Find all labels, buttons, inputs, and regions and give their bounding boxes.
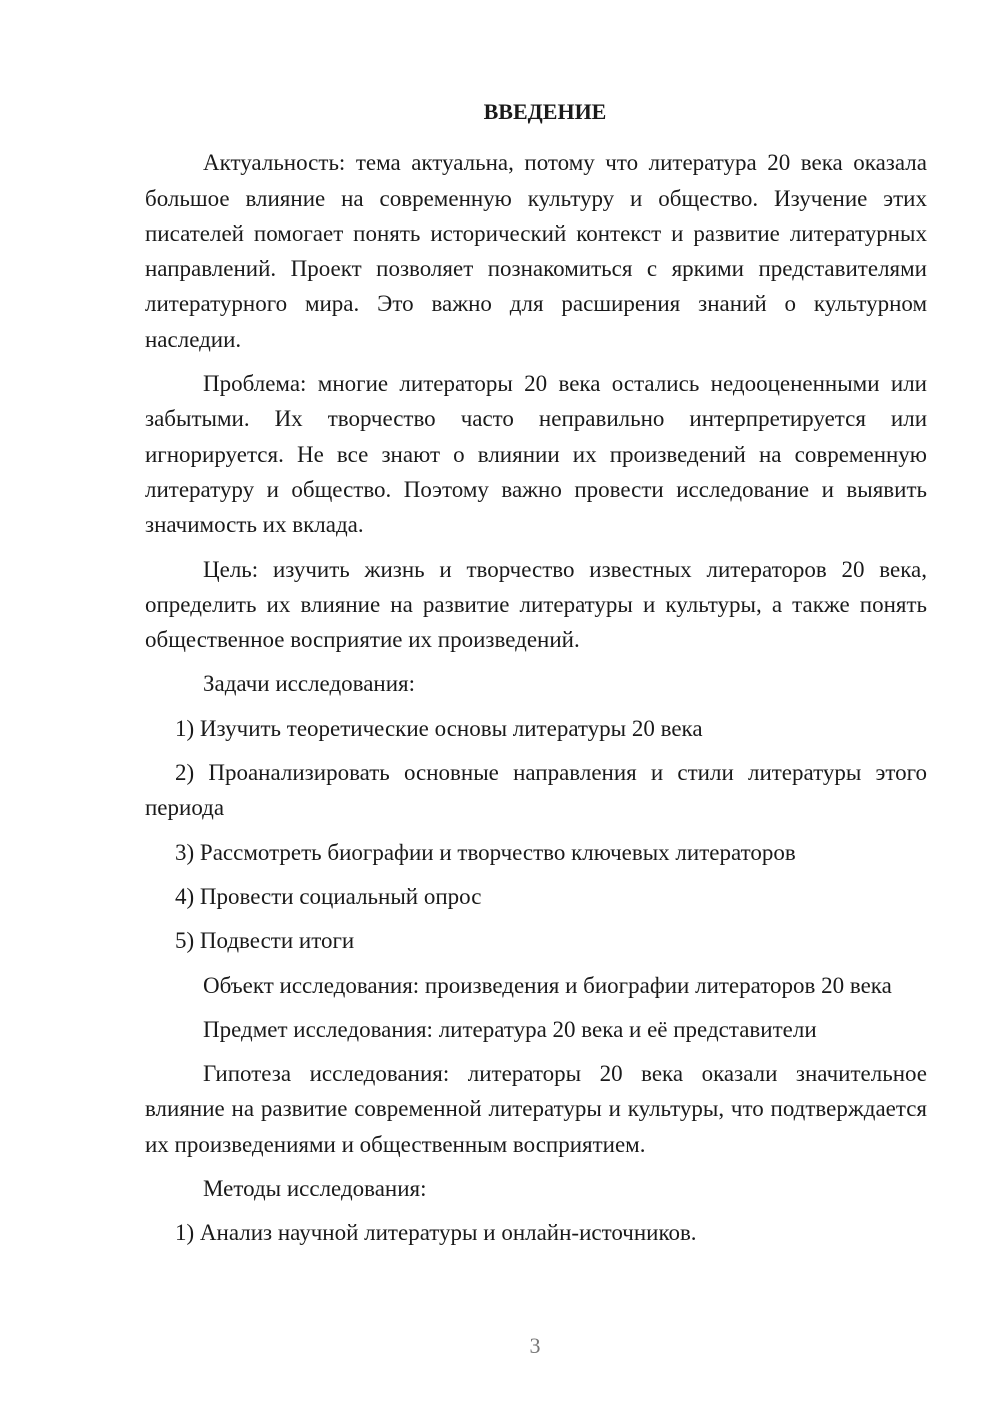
- page-number: 3: [529, 1333, 541, 1358]
- method-item-1: 1) Анализ научной литературы и онлайн-источников.: [175, 1220, 697, 1246]
- page-title: ВВЕДЕНИЕ: [483, 99, 607, 124]
- task-item-3: 3) Рассмотреть биографии и творчество ключевых литераторов: [175, 839, 796, 865]
- methods-heading: Методы исследования:: [203, 1176, 427, 1202]
- goal-paragraph: Цель: изучить жизнь и творчество известных литераторов 20 века, определить их влияние на развитие литературы и культуры, а также понять общественное восприятие их произведений.: [145, 556, 927, 653]
- task-item-2: 2) Проанализировать основные направления и стили литературы этого периода: [145, 760, 927, 821]
- object-paragraph: Объект исследования: произведения и биографии литераторов 20 века: [203, 972, 892, 998]
- task-item-5: 5) Подвести итоги: [175, 928, 355, 954]
- task-item-1: 1) Изучить теоретические основы литературы 20 века: [175, 715, 703, 741]
- task-item-4: 4) Провести социальный опрос: [175, 883, 482, 909]
- tasks-heading: Задачи исследования:: [203, 671, 416, 697]
- relevance-paragraph: Актуальность: тема актуальна, потому что литература 20 века оказала большое влияние на современную культуру и общество. Изучение этих писателей помогает понять исторический контекст и развитие литературных направлений. Проект позволяет познакомиться с яркими представителями литературного мира. Это важно для расширения знаний о культурном наследии.: [145, 150, 927, 352]
- hypothesis-paragraph: Гипотеза исследования: литераторы 20 века оказали значительное влияние на развитие современной литературы и культуры, что подтверждается их произведениями и общественным восприятием.: [145, 1061, 927, 1157]
- page-body: [145, 94, 927, 1260]
- subject-paragraph: Предмет исследования: литература 20 века и её представители: [203, 1016, 817, 1042]
- problem-paragraph: Проблема: многие литераторы 20 века остались недооцененными или забытыми. Их творчество часто неправильно интерпретируется или игнорируется. Не все знают о влиянии их произведений на современную литературу и общество. Поэтому важно провести исследование и выявить значимость их вклада.: [145, 371, 927, 538]
